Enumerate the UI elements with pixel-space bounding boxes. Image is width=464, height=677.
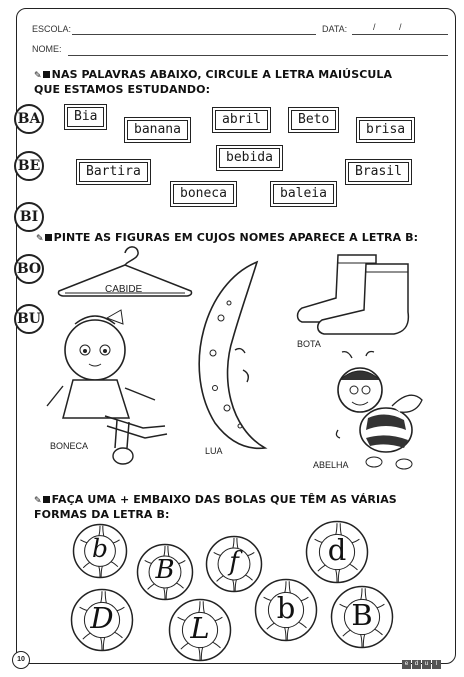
ball-letter: b (276, 591, 296, 625)
square-bullet-icon (43, 71, 50, 78)
name-label: NOME: (32, 44, 62, 54)
label-cabide: CABIDE (105, 284, 143, 295)
syllable-bi: BI (14, 202, 44, 232)
ball-D-cursive[interactable] (70, 588, 134, 652)
boots-drawing[interactable] (296, 250, 416, 340)
ball-L-cursive[interactable] (168, 598, 232, 662)
word-boneca[interactable]: boneca (170, 181, 237, 207)
word-brisa[interactable]: brisa (356, 117, 415, 143)
pencil-bullet-icon: ✎ (34, 496, 42, 506)
ball-letter: L (190, 611, 210, 645)
ball-letter: b (91, 534, 108, 563)
pencil-bullet-icon: ✎ (34, 71, 42, 81)
publisher-logo: e d u l (402, 652, 450, 662)
word-brasil[interactable]: Brasil (345, 159, 412, 185)
pencil-bullet-icon: ✎ (36, 234, 44, 244)
square-bullet-icon (45, 234, 52, 241)
ball-d[interactable] (305, 520, 369, 584)
ball-letter: D (90, 601, 114, 635)
bee-drawing[interactable] (330, 350, 425, 475)
word-bebida[interactable]: bebida (216, 145, 283, 171)
syllable-be: BE (14, 151, 44, 181)
date-separator-1: / (373, 22, 376, 32)
ball-B[interactable] (330, 585, 394, 649)
label-boneca: BONECA (50, 441, 89, 451)
syllable-bo: BO (14, 254, 44, 284)
school-field[interactable] (72, 34, 316, 35)
school-label: ESCOLA: (32, 24, 72, 34)
ball-B-cursive[interactable] (136, 543, 194, 601)
word-banana[interactable]: banana (124, 117, 191, 143)
page-number: 10 (12, 651, 30, 669)
word-abril[interactable]: abril (212, 107, 271, 133)
word-baleia[interactable]: baleia (270, 181, 337, 207)
date-separator-2: / (399, 22, 402, 32)
moon-drawing[interactable] (185, 258, 270, 453)
ball-letter: B (351, 598, 373, 632)
label-lua: LUA (205, 446, 223, 456)
ball-b[interactable] (254, 578, 318, 642)
instruction-paint-figures: ✎ PINTE AS FIGURAS EM CUJOS NOMES APARECE A LETRA B: (36, 231, 419, 244)
ball-letter: f (229, 547, 239, 577)
date-label: DATA: (322, 24, 348, 34)
plus-icon: + (119, 493, 130, 506)
instruction-circle-capital: ✎ NAS PALAVRAS ABAIXO, CIRCULE A LETRA MAIÚSCULA QUE ESTAMOS ESTUDANDO: (34, 68, 393, 96)
word-beto[interactable]: Beto (288, 107, 339, 133)
ball-letter: d (327, 533, 347, 567)
word-bia[interactable]: Bia (64, 104, 107, 130)
label-bota: BOTA (297, 339, 321, 349)
instruction-mark-balls: ✎ FAÇA UMA + EMBAIXO DAS BOLAS QUE TÊM AS VÁRIAS FORMAS DA LETRA B: (34, 493, 397, 521)
label-abelha: ABELHA (313, 460, 349, 470)
syllable-bu: BU (14, 304, 44, 334)
square-bullet-icon (43, 496, 50, 503)
word-bartira[interactable]: Bartira (76, 159, 151, 185)
ball-b-cursive[interactable] (72, 523, 128, 579)
ball-letter: B (155, 555, 175, 585)
date-field[interactable] (352, 34, 448, 35)
name-field[interactable] (68, 55, 448, 56)
syllable-ba: BA (14, 104, 44, 134)
